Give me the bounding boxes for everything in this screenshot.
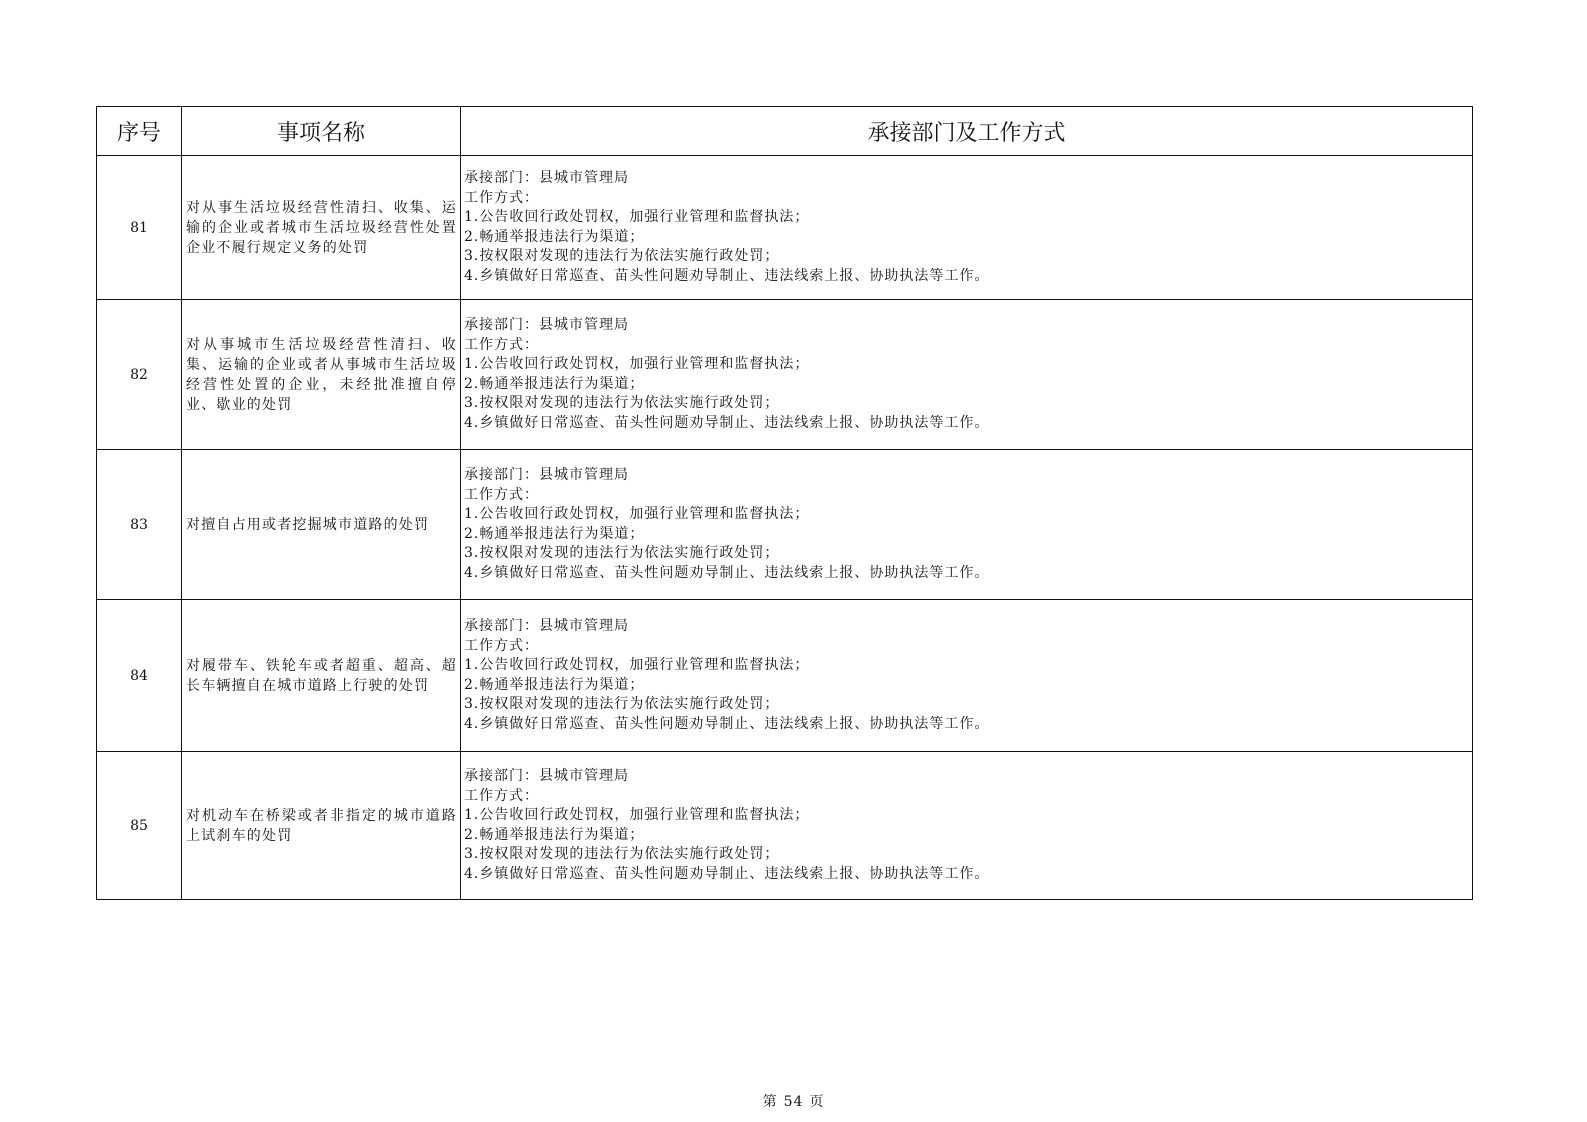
header-serial-number: 序号 bbox=[97, 107, 182, 156]
table-header-row bbox=[97, 107, 1473, 156]
method-step-2: 2.畅通举报违法行为渠道； bbox=[464, 676, 645, 693]
row-department-method bbox=[461, 156, 1473, 300]
table-row bbox=[97, 600, 1473, 752]
method-step-1: 1.公告收回行政处罚权，加强行业管理和监督执法； bbox=[464, 209, 810, 225]
method-step-4: 4.乡镇做好日常巡查、苗头性问题劝导制止、违法线索上报、协助执法等工作。 bbox=[464, 564, 990, 581]
page-suffix: 页 bbox=[809, 1094, 825, 1110]
method-step-1: 1.公告收回行政处罚权，加强行业管理和监督执法； bbox=[464, 657, 810, 673]
row-serial-number: 83 bbox=[97, 450, 182, 600]
work-method-label: 工作方式： bbox=[464, 336, 539, 353]
table-row bbox=[97, 450, 1473, 600]
method-step-2: 2.畅通举报违法行为渠道； bbox=[464, 228, 645, 245]
department-line: 承接部门：县城市管理局 bbox=[464, 170, 629, 186]
department-line: 承接部门：县城市管理局 bbox=[464, 317, 629, 333]
work-method-label: 工作方式： bbox=[464, 189, 539, 206]
row-serial-number: 85 bbox=[97, 752, 182, 900]
method-step-4: 4.乡镇做好日常巡查、苗头性问题劝导制止、违法线索上报、协助执法等工作。 bbox=[464, 267, 990, 284]
row-serial-number: 81 bbox=[97, 156, 182, 300]
method-step-3: 3.按权限对发现的违法行为依法实施行政处罚； bbox=[464, 248, 780, 264]
row-serial-number: 84 bbox=[97, 600, 182, 752]
row-department-method bbox=[461, 600, 1473, 752]
method-step-3: 3.按权限对发现的违法行为依法实施行政处罚； bbox=[464, 545, 780, 561]
row-department-method bbox=[461, 752, 1473, 900]
table-row bbox=[97, 752, 1473, 900]
method-step-1: 1.公告收回行政处罚权，加强行业管理和监督执法； bbox=[464, 356, 810, 372]
method-step-4: 4.乡镇做好日常巡查、苗头性问题劝导制止、违法线索上报、协助执法等工作。 bbox=[464, 715, 990, 732]
row-department-method bbox=[461, 300, 1473, 450]
method-step-3: 3.按权限对发现的违法行为依法实施行政处罚； bbox=[464, 846, 780, 862]
page-footer bbox=[0, 1091, 1587, 1111]
department-line: 承接部门：县城市管理局 bbox=[464, 768, 629, 784]
work-method-label: 工作方式： bbox=[464, 637, 539, 654]
row-item-name: 对从事生活垃圾经营性清扫、收集、运输的企业或者城市生活垃圾经营性处置企业不履行规定义务的处罚 bbox=[182, 156, 461, 300]
row-department-method bbox=[461, 450, 1473, 600]
method-step-2: 2.畅通举报违法行为渠道； bbox=[464, 525, 645, 542]
row-item-name: 对从事城市生活垃圾经营性清扫、收集、运输的企业或者从事城市生活垃圾经营性处置的企业，未经批准擅自停业、歇业的处罚 bbox=[182, 300, 461, 450]
header-item-name: 事项名称 bbox=[182, 107, 461, 156]
department-line: 承接部门：县城市管理局 bbox=[464, 618, 629, 634]
department-line: 承接部门：县城市管理局 bbox=[464, 467, 629, 483]
method-step-2: 2.畅通举报违法行为渠道； bbox=[464, 375, 645, 392]
method-step-1: 1.公告收回行政处罚权，加强行业管理和监督执法； bbox=[464, 506, 810, 522]
header-department-and-method: 承接部门及工作方式 bbox=[461, 107, 1473, 156]
method-step-4: 4.乡镇做好日常巡查、苗头性问题劝导制止、违法线索上报、协助执法等工作。 bbox=[464, 414, 990, 431]
method-step-3: 3.按权限对发现的违法行为依法实施行政处罚； bbox=[464, 696, 780, 712]
page-number: 54 bbox=[783, 1094, 804, 1110]
row-serial-number: 82 bbox=[97, 300, 182, 450]
row-item-name: 对履带车、铁轮车或者超重、超高、超长车辆擅自在城市道路上行驶的处罚 bbox=[182, 600, 461, 752]
work-method-label: 工作方式： bbox=[464, 787, 539, 804]
work-method-label: 工作方式： bbox=[464, 486, 539, 503]
row-item-name: 对机动车在桥梁或者非指定的城市道路上试刹车的处罚 bbox=[182, 752, 461, 900]
table-row bbox=[97, 156, 1473, 300]
method-step-2: 2.畅通举报违法行为渠道； bbox=[464, 826, 645, 843]
page-prefix: 第 bbox=[762, 1094, 778, 1110]
method-step-3: 3.按权限对发现的违法行为依法实施行政处罚； bbox=[464, 395, 780, 411]
method-step-4: 4.乡镇做好日常巡查、苗头性问题劝导制止、违法线索上报、协助执法等工作。 bbox=[464, 865, 990, 882]
method-step-1: 1.公告收回行政处罚权，加强行业管理和监督执法； bbox=[464, 807, 810, 823]
row-item-name: 对擅自占用或者挖掘城市道路的处罚 bbox=[182, 450, 461, 600]
items-table bbox=[96, 106, 1473, 900]
table-row bbox=[97, 300, 1473, 450]
